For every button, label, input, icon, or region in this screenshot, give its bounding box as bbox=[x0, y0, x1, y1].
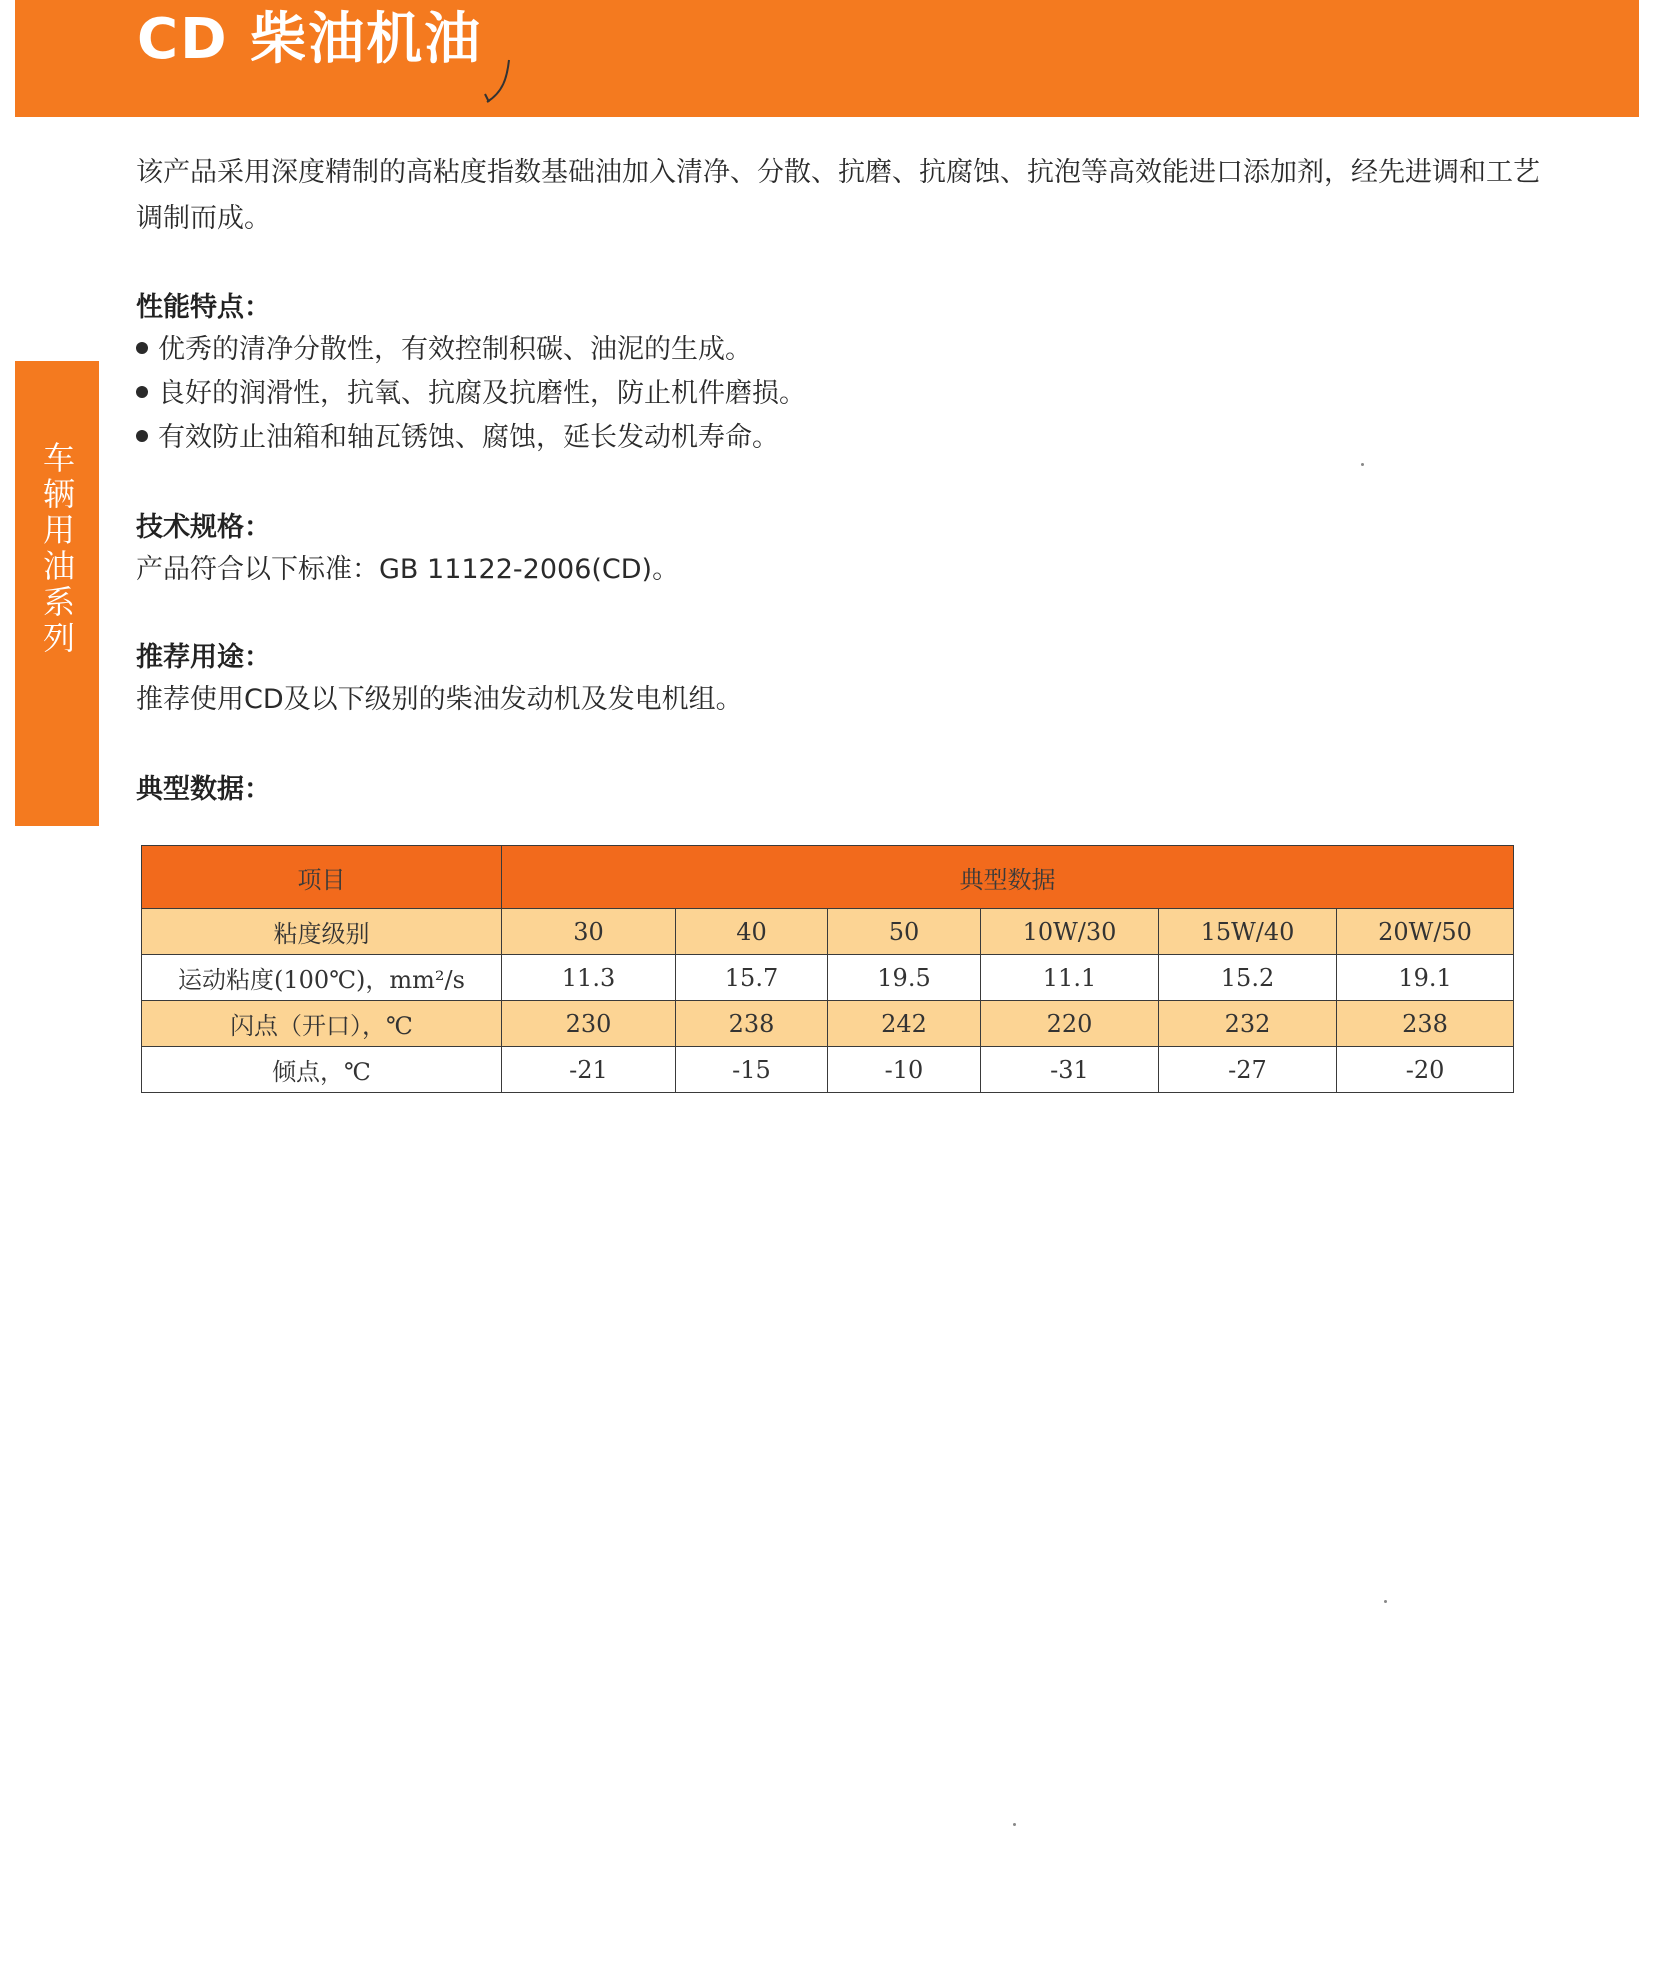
typical-data-table bbox=[141, 845, 1514, 1093]
table-cell: -15 bbox=[676, 1047, 828, 1093]
table-cell: 11.1 bbox=[981, 955, 1159, 1001]
table-cell: 238 bbox=[1337, 1001, 1514, 1047]
table-row bbox=[142, 955, 1514, 1001]
side-tab-label: 车辆用油系列 bbox=[38, 441, 76, 657]
table-row bbox=[142, 1001, 1514, 1047]
table-cell: -27 bbox=[1159, 1047, 1337, 1093]
column-header-item: 项目 bbox=[142, 846, 502, 909]
table-cell: 30 bbox=[502, 909, 676, 955]
features-heading: 性能特点： bbox=[136, 292, 271, 323]
table-cell: 50 bbox=[828, 909, 981, 955]
table-cell: -31 bbox=[981, 1047, 1159, 1093]
table-cell: 19.1 bbox=[1337, 955, 1514, 1001]
row-label: 运动粘度(100℃)，mm²/s bbox=[142, 955, 502, 1001]
table-cell: 238 bbox=[676, 1001, 828, 1047]
column-header-data: 典型数据 bbox=[502, 846, 1514, 909]
row-label: 粘度级别 bbox=[142, 909, 502, 955]
main-content bbox=[136, 150, 1556, 810]
row-label: 闪点（开口），℃ bbox=[142, 1001, 502, 1047]
table-cell: 232 bbox=[1159, 1001, 1337, 1047]
table-cell: 242 bbox=[828, 1001, 981, 1047]
scan-speck bbox=[1361, 463, 1364, 466]
typical-data-heading: 典型数据： bbox=[136, 774, 271, 805]
table-cell: 15W/40 bbox=[1159, 909, 1337, 955]
bullet-icon bbox=[136, 386, 148, 398]
pen-stroke-mark bbox=[481, 58, 515, 106]
table-cell: -20 bbox=[1337, 1047, 1514, 1093]
table-cell: 15.7 bbox=[676, 955, 828, 1001]
list-item: 良好的润滑性，抗氧、抗腐及抗磨性，防止机件磨损。 bbox=[136, 372, 1556, 416]
table-cell: 40 bbox=[676, 909, 828, 955]
features-list bbox=[136, 328, 1556, 460]
table-header-row bbox=[142, 846, 1514, 909]
bullet-icon bbox=[136, 342, 148, 354]
specs-heading: 技术规格： bbox=[136, 512, 271, 543]
table-cell: 10W/30 bbox=[981, 909, 1159, 955]
scan-speck bbox=[1013, 1823, 1016, 1826]
usage-heading: 推荐用途： bbox=[136, 642, 271, 673]
list-item: 优秀的清净分散性，有效控制积碳、油泥的生成。 bbox=[136, 328, 1556, 372]
list-item: 有效防止油箱和轴瓦锈蚀、腐蚀，延长发动机寿命。 bbox=[136, 416, 1556, 460]
table-cell: -21 bbox=[502, 1047, 676, 1093]
bullet-icon bbox=[136, 430, 148, 442]
intro-paragraph: 该产品采用深度精制的高粘度指数基础油加入清净、分散、抗磨、抗腐蚀、抗泡等高效能进口添加剂，经先进调和工艺调制而成。 bbox=[136, 157, 1540, 234]
usage-body: 推荐使用CD及以下级别的柴油发动机及发电机组。 bbox=[136, 684, 743, 715]
table-cell: 220 bbox=[981, 1001, 1159, 1047]
table-cell: 230 bbox=[502, 1001, 676, 1047]
header-bar bbox=[15, 0, 1639, 117]
scan-speck bbox=[1384, 1600, 1387, 1603]
table-cell: 11.3 bbox=[502, 955, 676, 1001]
row-label: 倾点，℃ bbox=[142, 1047, 502, 1093]
page-title: CD 柴油机油 bbox=[137, 7, 483, 72]
table-row bbox=[142, 1047, 1514, 1093]
side-category-tab bbox=[15, 361, 99, 826]
table-row bbox=[142, 909, 1514, 955]
specs-body: 产品符合以下标准：GB 11122-2006(CD)。 bbox=[136, 554, 680, 585]
table-cell: -10 bbox=[828, 1047, 981, 1093]
table-cell: 15.2 bbox=[1159, 955, 1337, 1001]
table-cell: 20W/50 bbox=[1337, 909, 1514, 955]
table-cell: 19.5 bbox=[828, 955, 981, 1001]
